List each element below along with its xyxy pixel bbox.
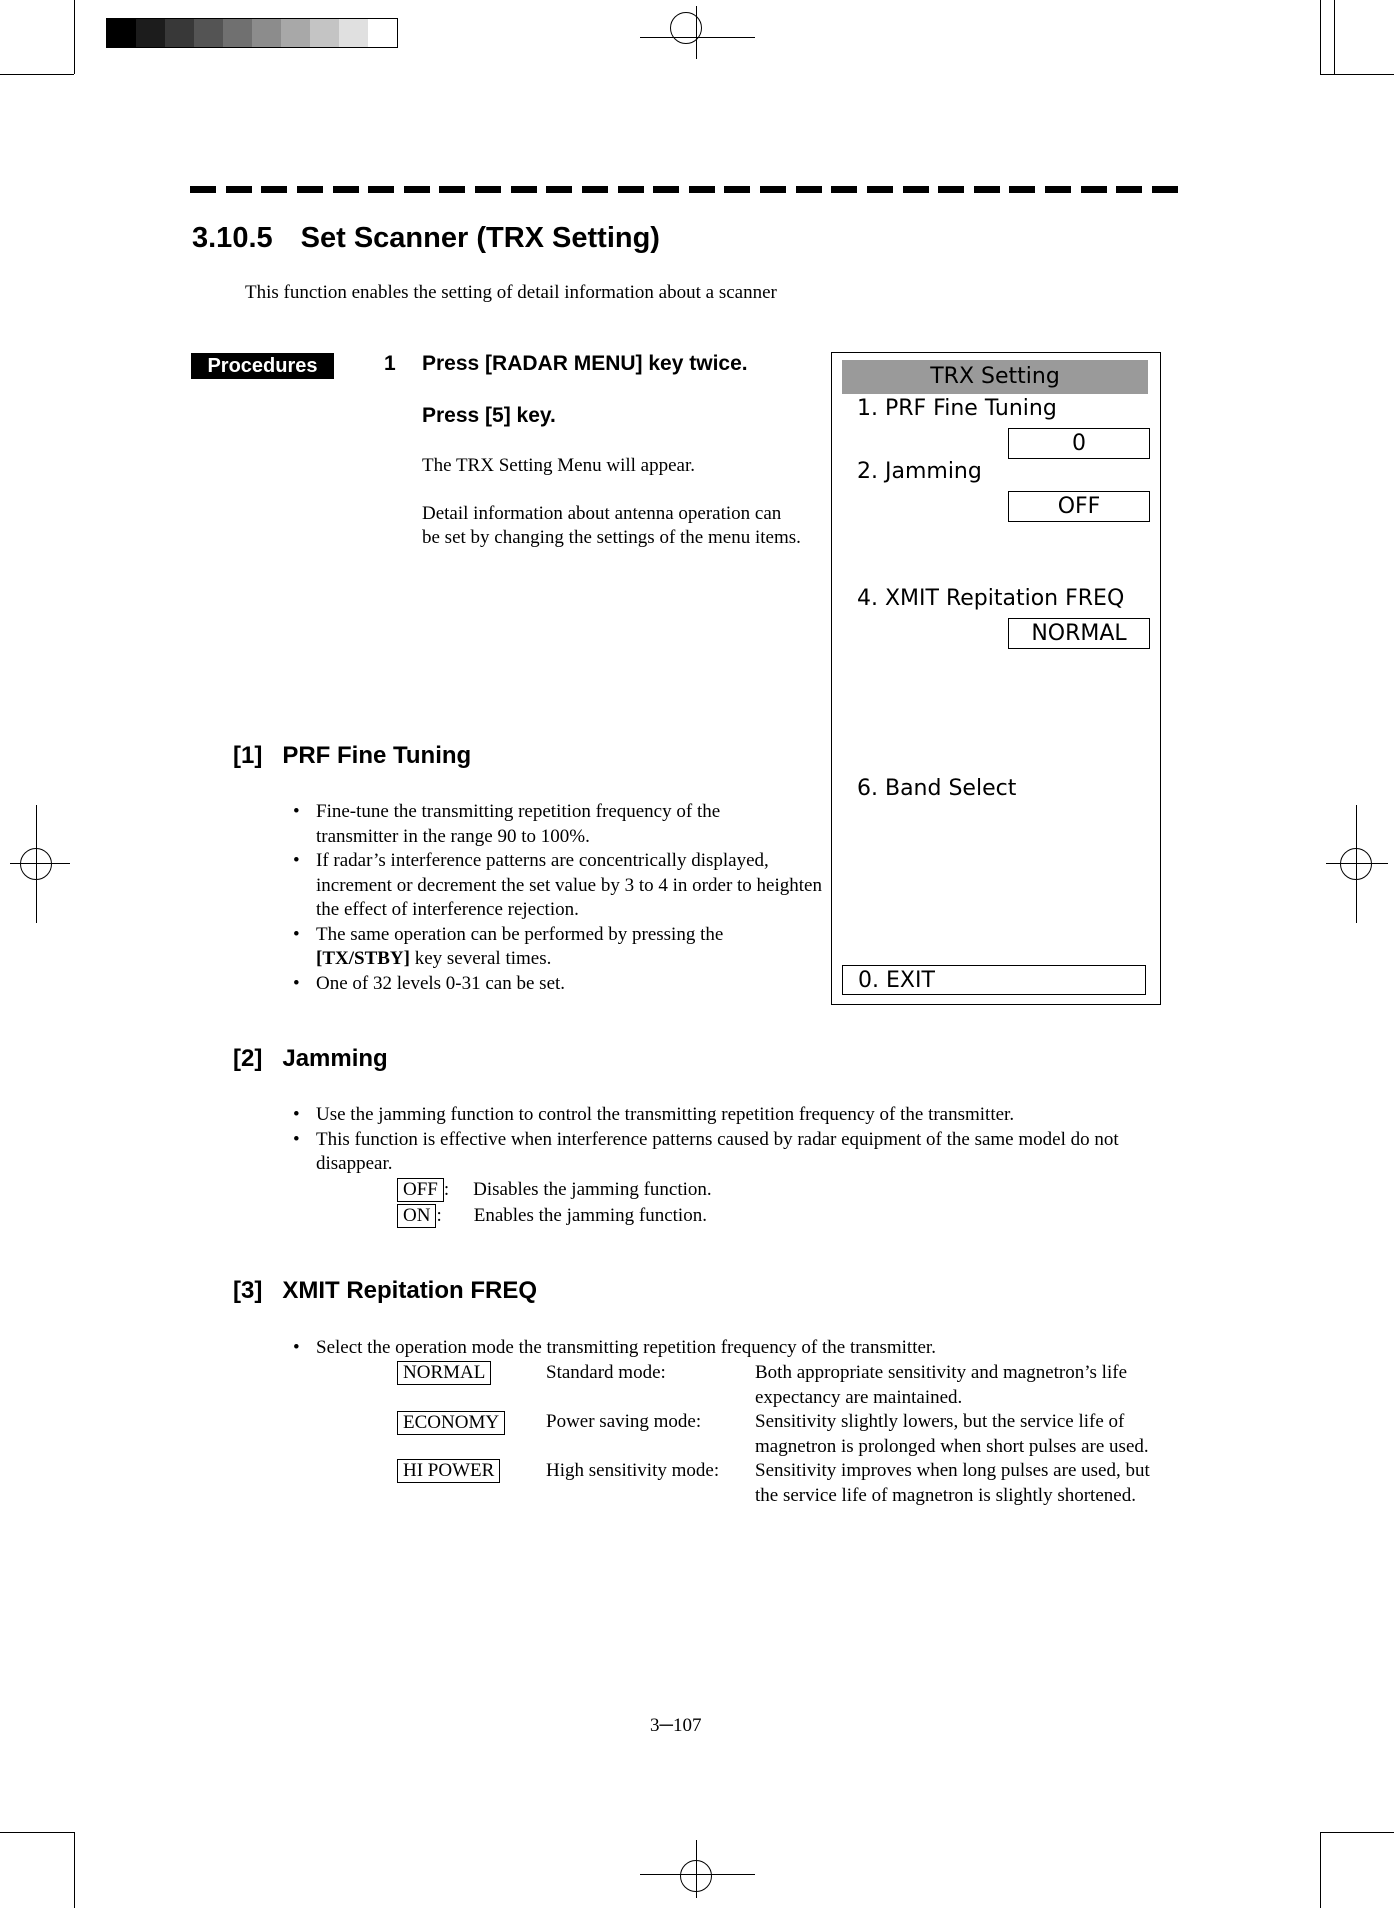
section-heading [192,222,660,255]
crop-mark [74,0,75,74]
prf-bullet-list [290,800,830,996]
crop-mark [1320,1832,1321,1908]
crop-mark [1334,0,1335,74]
table-row [397,1410,1165,1459]
prf-heading-number: [1] [233,742,263,769]
page-number: 3─107 [650,1715,702,1736]
jamming-value-box[interactable]: OFF [1008,491,1150,522]
procedure-note-1: The TRX Setting Menu will appear. [422,455,695,476]
crop-mark [0,74,74,75]
prf-heading-text: PRF Fine Tuning [282,742,472,769]
mode-description: Both appropriate sensitivity and magnetron’s life expectancy are maintained. [755,1362,1128,1408]
registration-line [696,6,697,59]
jamming-option-on [397,1204,707,1228]
table-row [397,1459,1165,1508]
list-item: • Select the operation mode the transmitting repetition frequency of the transmitter. [290,1336,1170,1361]
registration-mark [670,12,702,44]
step-line-1: Press [RADAR MENU] key twice. [422,352,748,375]
table-row [397,1361,1165,1410]
mode-name: Power saving mode: [546,1411,702,1432]
gray-step [136,19,165,47]
crop-mark [1320,74,1394,75]
off-description: Disables the jamming function. [473,1179,712,1200]
prf-heading [233,742,471,770]
trx-panel-title: TRX Setting [842,360,1148,394]
on-key: ON [397,1204,436,1228]
mode-name: High sensitivity mode: [546,1460,720,1481]
crop-mark [1320,0,1321,74]
tx-stby-key: [TX/STBY] [316,948,410,969]
gray-step [310,19,339,47]
off-key: OFF [397,1178,444,1202]
list-item [290,923,796,972]
mode-name: Standard mode: [546,1362,666,1383]
xmit-mode-table [397,1361,1165,1508]
prf-value-box[interactable]: 0 [1008,428,1150,459]
menu-item-jamming[interactable]: 2. Jamming [857,459,982,484]
xmit-heading-number: [3] [233,1277,263,1304]
crop-mark [0,1832,74,1833]
section-number: 3.10.5 [192,222,273,254]
jamming-heading [233,1045,388,1073]
xmit-heading [233,1277,537,1305]
list-item: • Use the jamming function to control the transmitting repetition frequency of the transmitter. [290,1103,1170,1128]
gray-step [107,19,136,47]
list-item: • This function is effective when interference patterns caused by radar equipment of the same model do not disappear. [290,1128,1170,1177]
prf-bullet3-text: The same operation can be performed by pressing the [316,923,724,945]
dashed-rule [190,186,1178,193]
gray-step [368,19,397,47]
xmit-bullet-list [290,1336,1170,1361]
on-description: Enables the jamming function. [473,1205,707,1226]
step-number: 1 [384,352,396,375]
crop-mark [74,1832,75,1908]
menu-exit-button[interactable]: 0. EXIT [842,965,1146,995]
gray-step [281,19,310,47]
list-item: • One of 32 levels 0-31 can be set. [290,972,830,997]
mode-description: Sensitivity slightly lowers, but the service life of magnetron is prolonged when short pulses are used. [755,1411,1149,1457]
jamming-heading-number: [2] [233,1045,263,1072]
registration-line [696,1840,697,1898]
colon: : [436,1205,442,1226]
gray-step [223,19,252,47]
gray-scale-bar [106,18,398,48]
menu-item-band-select[interactable]: 6. Band Select [857,776,1017,801]
gray-step [252,19,281,47]
section-title: Set Scanner (TRX Setting) [300,222,660,254]
prf-bullet3-post: key several times. [414,948,552,969]
registration-line [1356,805,1357,923]
step-line-2: Press [5] key. [422,404,556,427]
registration-line [640,37,755,38]
registration-line [10,863,70,864]
procedure-note-2: Detail information about antenna operation can be set by changing the settings of the menu items. [422,503,801,548]
xmit-heading-text: XMIT Repitation FREQ [282,1277,538,1304]
jamming-option-off [397,1178,712,1202]
normal-key: NORMAL [397,1361,491,1385]
menu-item-prf-fine-tuning[interactable]: 1. PRF Fine Tuning [857,396,1057,421]
jamming-bullet-list [290,1103,1170,1177]
registration-line [36,805,37,923]
gray-step [165,19,194,47]
colon: : [443,1179,450,1200]
list-item: • If radar’s interference patterns are concentrically displayed, increment or decrement the set value by 3 to 4 in order to heighten the effect of interference rejection. [290,849,830,923]
gray-step [194,19,223,47]
jamming-heading-text: Jamming [282,1045,388,1072]
section-intro: This function enables the setting of detail information about a scanner [245,282,777,303]
gray-step [339,19,368,47]
mode-description: Sensitivity improves when long pulses are used, but the service life of magnetron is slightly shortened. [755,1460,1150,1506]
registration-line [1326,863,1388,864]
crop-mark [1320,1832,1394,1833]
registration-line [640,1874,755,1875]
xmit-value-box[interactable]: NORMAL [1008,618,1150,649]
economy-key: ECONOMY [397,1411,505,1435]
menu-item-xmit-repitation-freq[interactable]: 4. XMIT Repitation FREQ [857,586,1125,611]
hi-power-key: HI POWER [397,1459,500,1483]
procedures-badge: Procedures [191,353,334,379]
list-item: • Fine-tune the transmitting repetition frequency of the transmitter in the range 90 to 100%. [290,800,796,849]
